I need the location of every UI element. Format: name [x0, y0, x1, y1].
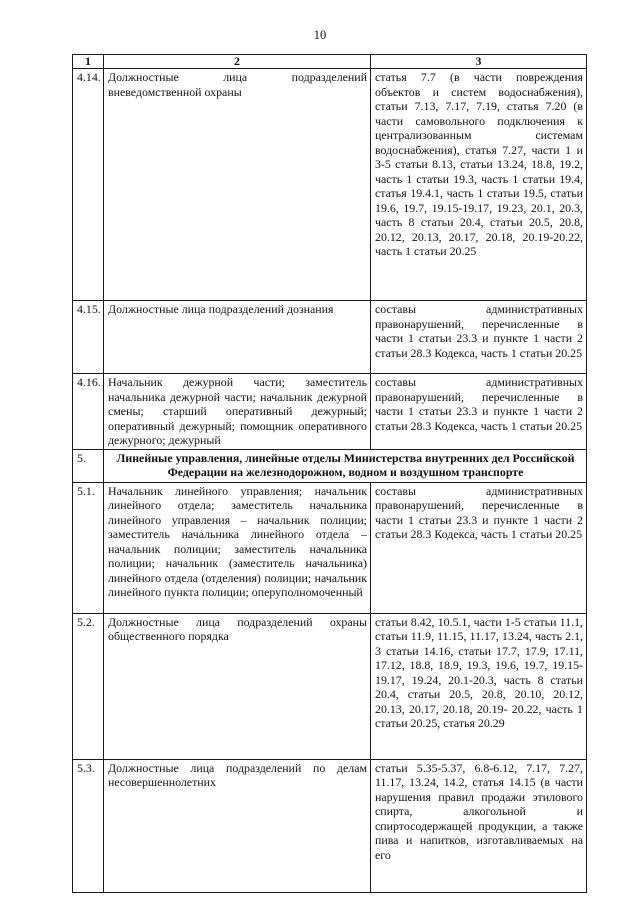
- official-position: Начальник дежурной части; заместитель начальника дежурной части; начальник дежурной смены; старший оперативный дежурный; оперативный дежурный; помощник оперативного дежурного; дежурный: [104, 374, 371, 450]
- table-row: [73, 482, 587, 613]
- column-header-3: 3: [371, 55, 587, 69]
- articles-cell: [371, 759, 587, 892]
- table-row: [73, 759, 587, 892]
- section-row: [73, 449, 587, 482]
- articles-list: составы административных правонарушений, перечисленные в части 1 статьи 23.3 и пункте 1 части 2 статьи 28.3 Кодекса, часть 1 статьи 20.25: [371, 301, 587, 374]
- articles-list: статья 7.7 (в части повреждения объектов и систем водоснабжения), статьи 7.13, 7.17, 7.19, статья 7.20 (в части самовольного подключения к централизованным системам водоснабжения), статья 7.27, части 1 и 3-5 статьи 8.13, статьи 13.24, 18.8, 19.2, часть 1 статьи 19.3, часть 1 статьи 19.4, статья 19.4.1, часть 1 статьи 19.5, статьи 19.6, 19.7, 19.15-19.17, 19.23, 20.1, 20.3, часть 8 статьи 20.4, статьи 20.5, 20.8, 20.12, 20.13, 20.17, 20.18, 20.19-20.22, часть 1 статьи 20.25: [371, 69, 587, 301]
- articles-list: статьи 5.35-5.37, 6.8-6.12, 7.17, 7.27, 11.17, 13.24, 14.2, статья 14.15 (в части нарушения правил продажи этилового спирта, алкогольной и спиртосодержащей продукции, а также пива и напитков, изготавливаемых на его: [375, 760, 583, 862]
- official-position: Должностные лица подразделений вневедомственной охраны: [104, 69, 371, 301]
- row-number: 5.2.: [73, 613, 104, 759]
- table-row: [73, 613, 587, 759]
- official-position: Должностные лица подразделений охраны общественного порядка: [104, 613, 371, 759]
- articles-list: составы административных правонарушений, перечисленные в части 1 статьи 23.3 и пункте 1 части 2 статьи 28.3 Кодекса, часть 1 статьи 20.25: [371, 482, 587, 613]
- official-position: Начальник линейного управления; начальник линейного отдела; заместитель начальника линейного управления – начальник полиции; заместитель начальника линейного отдела – начальник полиции; заместитель начальника полиции; начальник (заместитель начальника) линейного отдела (отделения) полиции; начальник линейного пункта полиции; оперуполномоченный: [104, 482, 371, 613]
- official-position: Должностные лица подразделений дознания: [104, 301, 371, 374]
- row-number: 5.3.: [73, 759, 104, 892]
- table-row: [73, 374, 587, 450]
- column-header-2: 2: [104, 55, 371, 69]
- row-number: 4.14.: [73, 69, 104, 301]
- authority-table: [72, 54, 587, 893]
- page-number: 10: [313, 28, 327, 42]
- row-number: 5.1.: [73, 482, 104, 613]
- row-number: 5.: [73, 449, 104, 482]
- articles-list: статьи 8.42, 10.5.1, части 1-5 статьи 11.1, статьи 11.9, 11.15, 11.17, 13.24, часть 2.1, 3 статьи 14.16, статьи 17.7, 17.9, 17.11, 17.12, 18.8, 18.9, 19.3, 19.6, 19.7, 19.15-19.17, 19.24, 20.1-20.3, часть 8 статьи 20.4, статьи 20.5, 20.8, 20.10, 20.12, 20.13, 20.17, 20.18, 20.19- 20.22, часть 1 статьи 20.25, статья 20.29: [371, 613, 587, 759]
- row-number: 4.15.: [73, 301, 104, 374]
- official-position: Должностные лица подразделений по делам несовершеннолетних: [104, 759, 371, 892]
- articles-list: составы административных правонарушений, перечисленные в части 1 статьи 23.3 и пункте 1 части 2 статьи 28.3 Кодекса, часть 1 статьи 20.25: [371, 374, 587, 450]
- section-title: Линейные управления, линейные отделы Министерства внутренних дел Российской Федерации на железнодорожном, водном и воздушном транспорте: [104, 449, 587, 482]
- table-row: [73, 301, 587, 374]
- row-number: 4.16.: [73, 374, 104, 450]
- column-header-1: 1: [73, 55, 104, 69]
- table-row: [73, 69, 587, 301]
- table-header-row: [73, 55, 587, 69]
